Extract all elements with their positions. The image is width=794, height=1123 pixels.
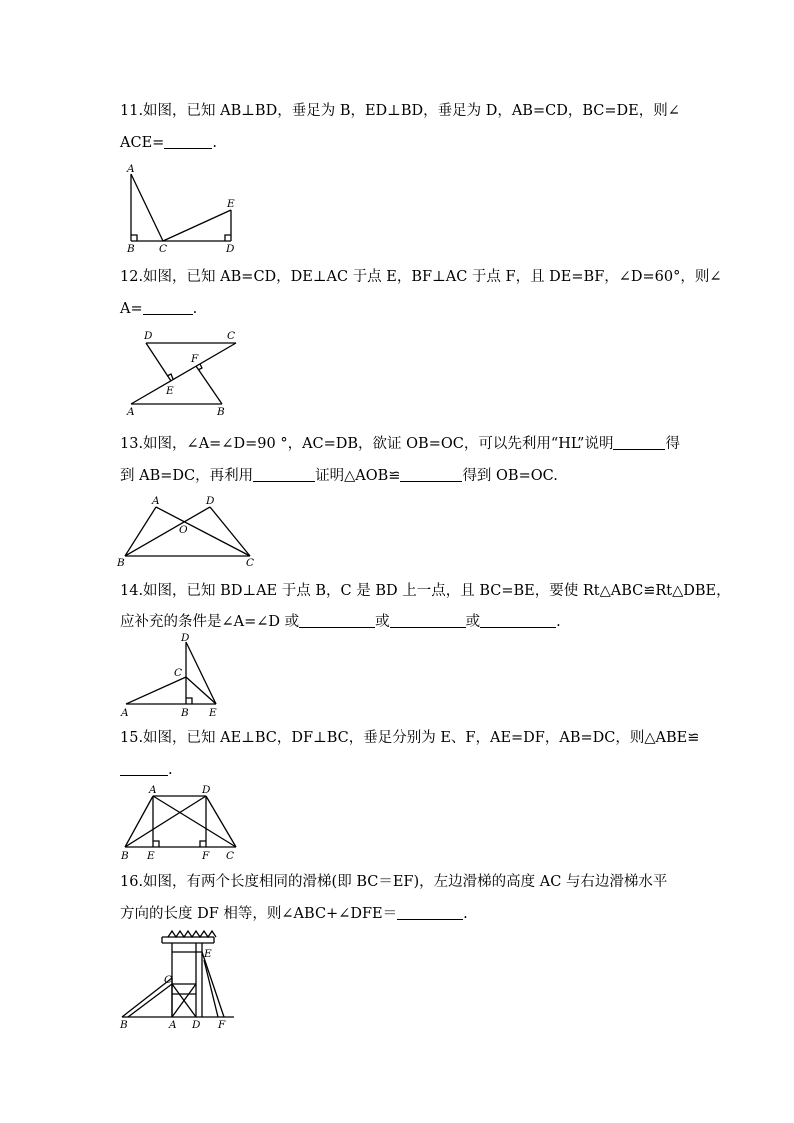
problem-15-text-suffix: . [168,762,173,778]
label-e: E [204,948,212,960]
figure-16 [116,926,246,1030]
label-b: B [127,243,135,255]
answer-blank[interactable] [253,467,315,482]
problem-11-line-2 [120,133,217,153]
problem-15-line-2 [120,760,173,780]
segment-ac [126,677,186,704]
slide-bc-bottom [128,984,172,1017]
label-a: A [121,707,129,719]
label-d: D [144,330,153,342]
answer-blank[interactable] [120,761,168,776]
label-f: F [202,850,210,862]
problem-13-text-2c: 得到 OB=OC. [462,468,558,484]
right-angle-mark-e [153,841,159,847]
problem-11-text-prefix: ACE= [120,135,165,151]
problem-14-text-2b: 或 [375,614,390,630]
segment-ce [186,677,216,704]
label-a: A [152,495,160,507]
label-d: D [202,784,211,796]
segment-bd [125,507,210,556]
label-a: A [127,406,135,418]
problem-16-text: 16.如图，有两个长度相同的滑梯(即 BC＝EF)，左边滑梯的高度 AC 与右边滑梯水平 [120,874,668,890]
problem-16-text-2a: 方向的长度 DF 相等，则∠ABC+∠DFE＝ [120,906,398,922]
figure-13 [116,493,258,569]
segment-dc [206,796,236,847]
label-d: D [226,243,235,255]
label-b: B [121,850,129,862]
right-angle-mark-b [131,235,137,241]
problem-16-text-2b: . [463,906,468,922]
segment-de [186,642,216,704]
label-a: A [169,1019,177,1031]
problem-12-line-2 [120,299,197,319]
answer-blank[interactable] [480,613,556,628]
problem-16-line-1 [120,872,667,892]
label-a: A [127,163,135,175]
segment-dc [210,507,250,556]
label-b: B [217,406,225,418]
label-e: E [209,707,217,719]
label-e: E [227,198,235,210]
problem-11-text: 11.如图，已知 AB⊥BD，垂足为 B，ED⊥BD，垂足为 D，AB=CD，BC=DE，则∠ [120,103,680,119]
label-f: F [191,353,199,365]
problem-14-text-2c: 或 [465,614,481,630]
answer-blank[interactable] [397,905,463,920]
answer-blank[interactable] [164,134,212,149]
label-b: B [120,1019,128,1031]
problem-13-text-2a: 到 AB=DC，再利用 [120,468,254,484]
label-c: C [226,850,235,862]
label-d: D [181,632,190,644]
right-angle-mark-d [225,235,231,241]
segment-ab [125,796,153,847]
right-angle-mark-f [200,841,206,847]
problem-12-text-prefix: A= [120,301,143,317]
answer-blank[interactable] [400,467,462,482]
problem-11-line-1 [120,101,680,121]
answer-blank[interactable] [613,435,665,450]
segment-bf [196,366,222,404]
problem-14-line-2 [120,612,561,632]
problem-13-text: 13.如图，∠A=∠D=90 °，AC=DB，欲证 OB=OC，可以先利用“HL”说明 [120,436,614,452]
label-b: B [181,707,189,719]
problem-11-text-suffix: . [212,135,217,151]
figure-14 [118,634,228,720]
problem-13-line-1 [120,434,680,454]
problem-12-line-1 [120,267,722,287]
problem-14-text-2a: 应补充的条件是∠A=∠D 或 [120,614,300,630]
figure-15 [116,781,246,863]
slide-ef-bottom [204,960,218,1017]
label-b: B [117,557,125,569]
problem-12-text: 12.如图，已知 AB=CD，DE⊥AC 于点 E，BF⊥AC 于点 F，且 DE=BF，∠D=60°，则∠ [120,269,722,285]
label-f: F [218,1019,226,1031]
label-e: E [147,850,155,862]
problem-16-line-2 [120,904,468,924]
problem-12-text-suffix: . [192,301,198,317]
segment-ac [131,174,163,241]
segment-ab [125,507,156,556]
label-o: O [179,524,188,536]
problem-13-text-tail: 得 [665,436,680,452]
label-d: D [192,1019,201,1031]
segment-ac [156,507,250,556]
answer-blank[interactable] [143,300,193,315]
label-a: A [149,784,157,796]
label-c: C [164,974,173,986]
label-c: C [227,330,236,342]
roof-zigzag [168,931,216,937]
label-e: E [166,385,174,397]
problem-14-text-2d: . [556,614,561,630]
segment-ac [131,343,236,404]
label-c: C [174,667,183,679]
figure-11 [118,162,248,254]
problem-14-text: 14.如图，已知 BD⊥AE 于点 B，C 是 BD 上一点，且 BC=BE，要使 Rt△ABC≌Rt△DBE， [120,583,731,599]
problem-15-line-1 [120,728,699,748]
right-angle-mark-b [186,698,192,704]
answer-blank[interactable] [299,613,375,628]
label-c: C [246,557,255,569]
answer-blank[interactable] [390,613,466,628]
problem-13-text-2b: 证明△AOB≌ [315,468,401,484]
figure-12 [118,326,248,418]
label-c: C [159,243,168,255]
segment-ce [163,210,231,241]
problem-15-text: 15.如图，已知 AE⊥BC，DF⊥BC，垂足分别为 E、F，AE=DF，AB=DC，则△ABE≌ [120,730,700,746]
slide-ef-top [202,952,224,1017]
problem-14-line-1 [120,581,731,601]
label-d: D [206,495,215,507]
problem-13-line-2 [120,466,558,486]
